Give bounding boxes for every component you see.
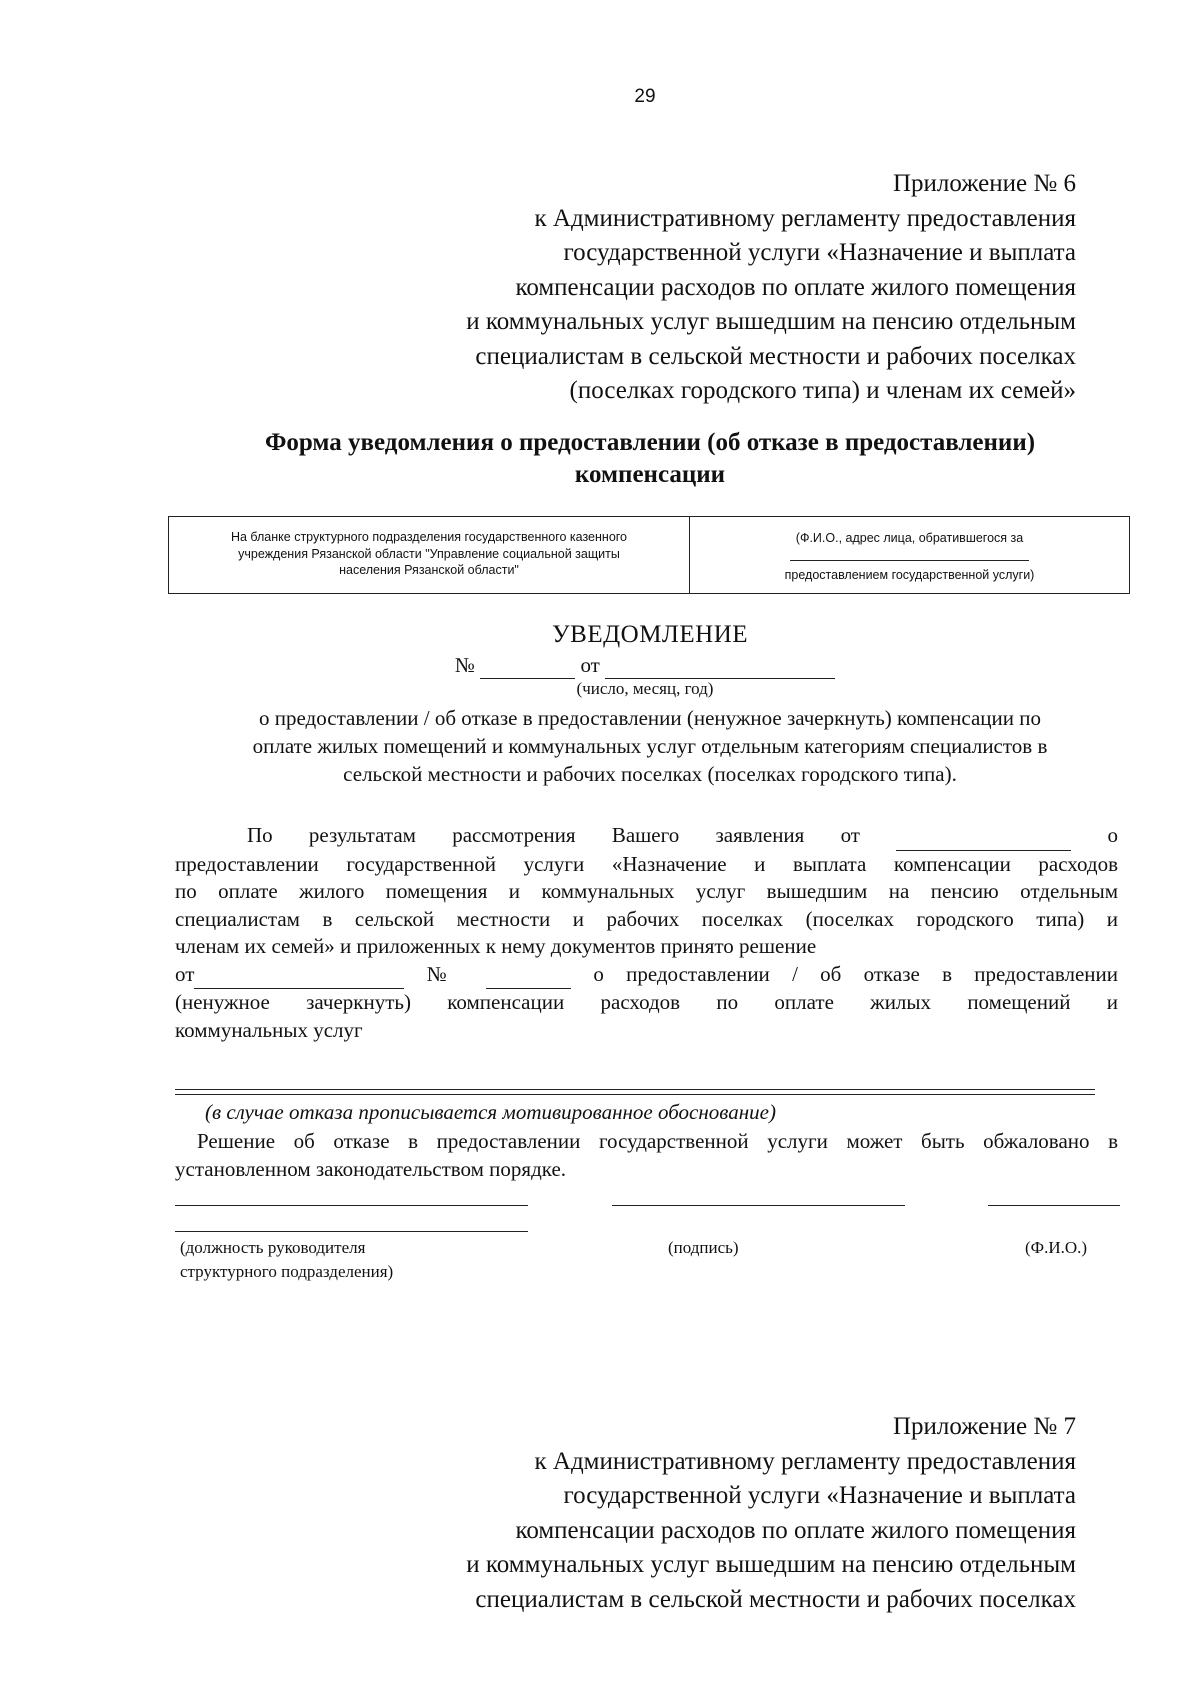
body-line-first: По результатам рассмотрения Вашего заявления от о	[175, 822, 1118, 851]
appendix-7-line: Приложение № 7	[892, 1413, 1076, 1440]
date-hint: (число, месяц, год)	[576, 679, 714, 698]
signature-label: (подпись)	[668, 1238, 739, 1257]
body-paragraph	[175, 822, 1118, 1044]
body-line: членам их семей» и приложенных к нему документов принято решение	[175, 934, 817, 958]
body-line: специалистам в сельской местности и рабочих поселках (поселках городского типа) и	[175, 906, 1118, 931]
recipient-box	[690, 517, 1129, 593]
appendix-6-line: к Административному регламенту предоставления	[534, 204, 1076, 232]
decision-line-3: коммунальных услуг	[175, 1017, 363, 1042]
appendix-6-line: компенсации расходов по оплате жилого помещения	[515, 273, 1076, 301]
letterhead-line: На бланке структурного подразделения государственного казенного	[230, 530, 628, 544]
appeal-paragraph	[175, 1128, 1118, 1183]
number-blank	[480, 653, 575, 679]
appendix-6-line: (поселках городского типа) и членам их семей»	[569, 377, 1076, 404]
body-line: предоставлении государственной услуги «Назначение и выплата компенсации расходов	[175, 851, 1118, 876]
notice-about	[170, 704, 1130, 788]
signature-line	[612, 1205, 905, 1206]
recipient-rule	[790, 560, 1029, 561]
appendix-6-line: государственной услуги «Назначение и выплата	[563, 239, 1076, 266]
appendix-6-header	[466, 167, 1076, 409]
letterhead-line: учреждения Рязанской области "Управление социальной защиты	[238, 546, 620, 561]
appeal-line-1: Решение об отказе в предоставлении государственной услуги может быть обжаловано в	[197, 1129, 1118, 1153]
appendix-6-line: и коммунальных услуг вышедшим на пенсию отдельным	[466, 308, 1076, 335]
decision-date-blank	[194, 961, 404, 990]
appendix-6-line: специалистам в сельской местности и рабочих поселках	[475, 342, 1076, 370]
appendix-7-line: и коммунальных услуг вышедшим на пенсию отдельным	[466, 1551, 1076, 1578]
position-line-2	[175, 1231, 528, 1232]
fio-label: (Ф.И.О.)	[1025, 1238, 1088, 1257]
notice-number-line	[0, 653, 1200, 679]
decision-number-blank	[486, 961, 571, 990]
letterhead-line: населения Рязанской области"	[339, 563, 519, 577]
appendix-7-line: компенсации расходов по оплате жилого помещения	[515, 1516, 1076, 1544]
fio-line	[988, 1205, 1120, 1206]
decision-line: от № о предоставлении / об отказе в предоставлении	[175, 961, 1118, 990]
about-line: о предоставлении / об отказе в предоставлении (ненужное зачеркнуть) компенсации по	[259, 706, 1041, 730]
body-line: по оплате жилого помещения и коммунальных услуг вышедшим на пенсию отдельным	[175, 879, 1118, 903]
number-label: №	[454, 653, 475, 677]
appendix-7-line: государственной услуги «Назначение и выплата	[563, 1482, 1076, 1509]
letterhead-box	[169, 517, 690, 593]
about-line: оплате жилых помещений и коммунальных услуг отдельным категориям специалистов в	[252, 734, 1048, 758]
form-title-line-2: компенсации	[574, 461, 726, 488]
refusal-hint: (в случае отказа прописывается мотивированное обоснование)	[205, 1100, 776, 1124]
decision-line-2: (ненужное зачеркнуть) компенсации расходов по оплате жилых помещений и	[175, 990, 1118, 1014]
recipient-hint-1: (Ф.И.О., адрес лица, обратившегося за	[795, 531, 1024, 545]
application-date-blank	[896, 822, 1071, 851]
appendix-6-line: Приложение № 6	[892, 170, 1076, 197]
position-line	[175, 1205, 528, 1206]
page-number: 29	[634, 86, 656, 107]
form-title-line-1: Форма уведомления о предоставлении (об отказе в предоставлении)	[264, 429, 1036, 456]
notice-title: УВЕДОМЛЕНИЕ	[551, 621, 749, 648]
appeal-line-2: установленном законодательством порядке.	[175, 1156, 567, 1181]
about-line: сельской местности и рабочих поселках (поселках городского типа).	[343, 762, 957, 786]
appendix-7-header	[466, 1410, 1076, 1617]
appendix-7-line: к Административному регламенту предоставления	[534, 1447, 1076, 1475]
date-blank	[605, 653, 835, 679]
reason-double-line	[175, 1089, 1095, 1095]
position-label: (должность руководителя структурного подразделения)	[180, 1238, 394, 1281]
from-label: от	[580, 653, 600, 677]
header-boxes	[168, 516, 1130, 594]
appendix-7-line: специалистам в сельской местности и рабочих поселках	[475, 1585, 1076, 1613]
form-title	[175, 427, 1125, 491]
recipient-hint-2: предоставлением государственной услуги)	[784, 568, 1035, 582]
